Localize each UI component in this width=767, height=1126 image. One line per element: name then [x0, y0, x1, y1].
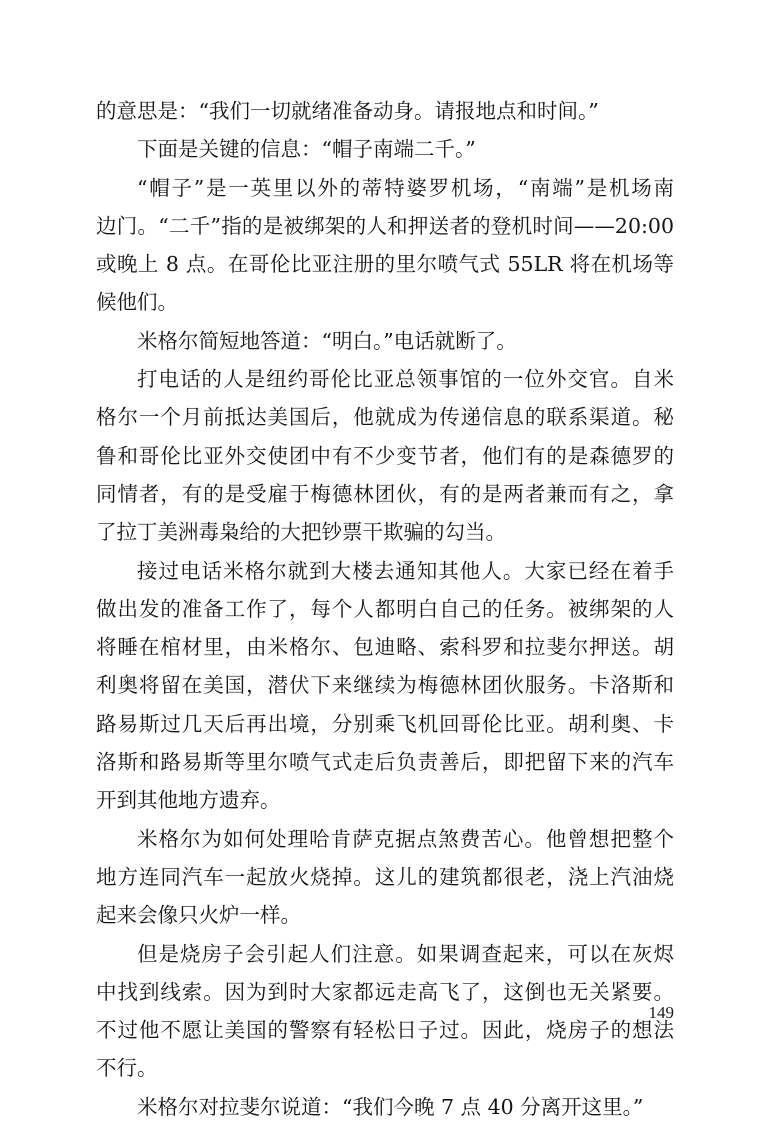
page-number: 149: [648, 1003, 674, 1022]
text-line: 打电话的人是纽约哥伦比亚总领事馆的一位外交官。自米: [137, 367, 674, 392]
text-line: 利奥将留在美国，潜伏下来继续为梅德林团伙服务。卡洛斯和: [96, 673, 674, 698]
text-line: 接过电话米格尔就到大楼去通知其他人。大家已经在着手: [137, 558, 674, 583]
text-line: 米格尔对拉斐尔说道：“我们今晚 7 点 40 分离开这里。”: [137, 1094, 644, 1119]
text-line: “帽子”是一英里以外的蒂特婆罗机场，“南端”是机场南: [137, 175, 674, 200]
text-line: 米格尔简短地答道：“明白。”电话就断了。: [137, 328, 517, 353]
text-line: 格尔一个月前抵达美国后，他就成为传递信息的联系渠道。秘: [96, 405, 674, 430]
text-line: 了拉丁美洲毒枭给的大把钞票干欺骗的勾当。: [96, 520, 506, 545]
text-line: 不过他不愿让美国的警察有轻松日子过。因此，烧房子的想法: [96, 1018, 674, 1043]
text-line: 但是烧房子会引起人们注意。如果调查起来，可以在灰烬: [137, 941, 674, 966]
text-line: 做出发的准备工作了，每个人都明白自己的任务。被绑架的人: [96, 596, 674, 621]
text-line: 米格尔为如何处理哈肯萨克据点煞费苦心。他曾想把整个: [137, 826, 674, 851]
text-line: 地方连同汽车一起放火烧掉。这儿的建筑都很老，浇上汽油烧: [96, 864, 674, 889]
text-line: 中找到线索。因为到时大家都远走高飞了，这倒也无关紧要。: [96, 979, 674, 1004]
text-line: 将睡在棺材里，由米格尔、包迪略、索科罗和拉斐尔押送。胡: [96, 635, 674, 660]
body-text: [96, 92, 674, 1126]
text-line: 开到其他地方遗弃。: [96, 788, 281, 813]
text-line: 起来会像只火炉一样。: [96, 903, 301, 928]
text-line: 路易斯过几天后再出境，分别乘飞机回哥伦比亚。胡利奥、卡: [96, 711, 674, 736]
text-line: 候他们。: [96, 290, 178, 315]
text-line: 不行。: [96, 1056, 158, 1081]
text-line: 下面是关键的信息：“帽子南端二千。”: [137, 137, 476, 162]
text-line: 鲁和哥伦比亚外交使团中有不少变节者，他们有的是森德罗的: [96, 443, 674, 468]
text-line: 边门。“二千”指的是被绑架的人和押送者的登机时间——20:00: [96, 213, 674, 238]
text-line: 洛斯和路易斯等里尔喷气式走后负责善后，即把留下来的汽车: [96, 750, 674, 775]
text-line: 同情者，有的是受雇于梅德林团伙，有的是两者兼而有之，拿: [96, 481, 674, 506]
text-line: 的意思是：“我们一切就绪准备动身。请报地点和时间。”: [96, 99, 599, 123]
text-line: 或晚上 8 点。在哥伦比亚注册的里尔喷气式 55LR 将在机场等: [96, 252, 674, 277]
